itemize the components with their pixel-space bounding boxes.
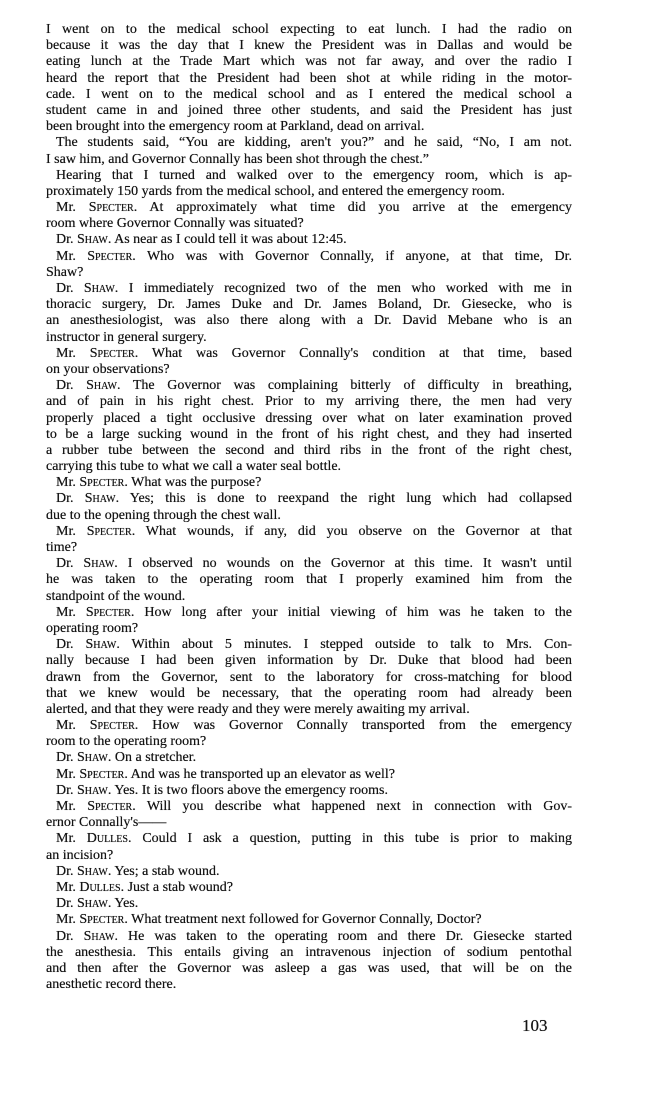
testimony-paragraph <box>46 783 572 799</box>
text-line <box>46 767 572 783</box>
line-text: ernor Connally's—— <box>46 815 167 831</box>
line-text: I went on to the medical school expecting to eat lunch. I had the radio on <box>46 22 572 37</box>
speaker-title: Dr. <box>56 378 74 394</box>
line-text: student came in and joined three other students, and said the President has just <box>46 102 572 118</box>
text-line <box>46 637 572 653</box>
speaker-name: Shaw. <box>83 556 118 572</box>
speaker-title: Mr. <box>56 523 76 539</box>
text-line <box>46 589 572 605</box>
text-line <box>46 621 572 637</box>
testimony-paragraph <box>46 524 572 556</box>
line-text: room where Governor Connally was situated? <box>46 216 304 232</box>
text-line <box>46 152 572 168</box>
line-text: Could I ask a question, putting in this tube is prior to making <box>142 831 573 847</box>
line-text: properly placed a tight occlusive dressing over what on later examination proved <box>46 410 572 426</box>
text-line <box>46 734 572 750</box>
text-line <box>46 168 572 184</box>
text-line <box>46 718 572 734</box>
text-line <box>46 54 572 70</box>
speaker-title: Dr. <box>56 863 74 879</box>
text-line <box>46 103 572 119</box>
speaker-title: Mr. <box>56 604 76 620</box>
text-line <box>46 427 572 443</box>
speaker-name: Shaw. <box>77 782 112 798</box>
speaker-name: Shaw. <box>85 637 120 653</box>
text-line <box>46 265 572 281</box>
speaker-name: Specter. <box>85 604 135 620</box>
text-line <box>46 313 572 329</box>
testimony-paragraph <box>46 232 572 248</box>
text-line <box>46 686 572 702</box>
testimony-paragraph <box>46 929 572 994</box>
text-line <box>46 119 572 135</box>
line-text: thoracic surgery, Dr. James Duke and Dr. James Boland, Dr. Giesecke, who is <box>46 297 572 313</box>
text-line <box>46 411 572 427</box>
text-line <box>46 848 572 864</box>
speaker-name: Specter. <box>87 799 136 814</box>
line-text: carrying this tube to what we call a water seal bottle. <box>46 459 342 475</box>
speaker-name: Dulles. <box>86 831 132 847</box>
speaker-name: Specter. <box>87 248 136 264</box>
line-text: on your observations? <box>46 361 170 377</box>
line-text: instructor in general surgery. <box>46 329 207 345</box>
text-line <box>46 87 572 103</box>
text-line <box>46 896 572 912</box>
text-line <box>46 831 572 847</box>
page-number: 103 <box>522 1016 548 1035</box>
testimony-paragraph <box>46 281 572 346</box>
text-line <box>46 443 572 459</box>
line-text: Hearing that I turned and walked over to the emergency room, which is ap- <box>56 167 572 183</box>
line-text: he was taken to the operating room that I properly examined him from the <box>46 572 572 588</box>
line-text: an anesthesiologist, was also there along with a Dr. David Mebane who is an <box>46 313 572 329</box>
text-line <box>46 135 572 151</box>
speaker-title: Dr. <box>56 928 74 944</box>
speaker-title: Dr. <box>56 556 74 572</box>
speaker-title: Mr. <box>56 718 76 734</box>
line-text: How was Governor Connally transported from the emergency <box>152 718 573 734</box>
text-line <box>46 605 572 621</box>
testimony-paragraph <box>46 491 572 523</box>
speaker-name: Shaw. <box>77 232 112 248</box>
testimony-paragraph <box>46 637 572 718</box>
line-text: nally because I had been given information by Dr. Duke that blood had been <box>46 653 572 669</box>
line-text: operating room? <box>46 620 139 636</box>
text-line <box>46 702 572 718</box>
text-line <box>46 362 572 378</box>
line-text: And was he transported up an elevator as well? <box>130 766 395 782</box>
speaker-name: Specter. <box>79 912 128 928</box>
testimony-paragraph <box>46 750 572 766</box>
speaker-name: Shaw. <box>84 491 120 507</box>
line-text: that we knew would be necessary, that the operating room had already been <box>46 685 572 701</box>
line-text: cade. I went on to the medical school and as I entered the medical school a <box>46 86 572 102</box>
testimony-paragraph <box>46 200 572 232</box>
line-text: I saw him, and Governor Connally has been shot through the chest.” <box>46 151 429 167</box>
line-text: been brought into the emergency room at Parkland, dead on arrival. <box>46 119 425 135</box>
narrative-paragraph <box>46 135 572 167</box>
line-text: eating lunch at the Trade Mart which was not far away, and over the radio I <box>46 54 572 70</box>
testimony-paragraph <box>46 896 572 912</box>
text-line <box>46 783 572 799</box>
testimony-paragraph <box>46 378 572 475</box>
line-text: Just a stab wound? <box>127 879 233 895</box>
text-line <box>46 38 572 54</box>
text-line <box>46 330 572 346</box>
testimony-paragraph <box>46 831 572 863</box>
speaker-title: Mr. <box>56 248 76 264</box>
speaker-name: Shaw. <box>86 378 121 394</box>
document-body <box>46 22 572 993</box>
testimony-paragraph <box>46 864 572 880</box>
line-text: Will you describe what happened next in connection with Gov- <box>146 799 572 814</box>
line-text: Yes; this is done to reexpand the right lung which had collapsed <box>129 491 573 507</box>
line-text: What treatment next followed for Governor Connally, Doctor? <box>131 912 482 928</box>
speaker-name: Specter. <box>86 523 136 539</box>
line-text: and of pain in his right chest. Prior to my arriving there, the men had very <box>46 394 572 410</box>
testimony-paragraph <box>46 880 572 896</box>
text-line <box>46 475 572 491</box>
testimony-paragraph <box>46 346 572 378</box>
line-text: The Governor was complaining bitterly of difficulty in breathing, <box>132 378 573 394</box>
line-text: time? <box>46 540 78 555</box>
line-text: standpoint of the wound. <box>46 588 186 604</box>
text-line <box>46 524 572 540</box>
line-text: a rubber tube between the second and third ribs in the front of the right chest, <box>46 442 572 458</box>
line-text: because it was the day that I knew the President was in Dallas and would be <box>46 38 572 54</box>
line-text: drawn from the Governor, sent to the laboratory for cross-matching for blood <box>46 669 572 685</box>
text-line <box>46 540 572 556</box>
text-line <box>46 912 572 928</box>
testimony-paragraph <box>46 799 572 831</box>
speaker-name: Specter. <box>79 475 128 491</box>
text-line <box>46 491 572 507</box>
line-text: heard the report that the President had been shot at while riding in the motor- <box>46 70 572 86</box>
text-line <box>46 653 572 669</box>
line-text: I observed no wounds on the Governor at this time. It wasn't until <box>127 556 573 572</box>
line-text: to be a large sucking wound in the front of his right chest, and they had inserted <box>46 426 572 442</box>
line-text: room to the operating room? <box>46 734 207 750</box>
line-text: What was the purpose? <box>131 475 262 491</box>
text-line <box>46 929 572 945</box>
text-line <box>46 346 572 362</box>
text-line <box>46 71 572 87</box>
line-text: Yes. It is two floors above the emergency rooms. <box>114 782 388 798</box>
speaker-title: Dr. <box>56 782 74 798</box>
speaker-name: Specter. <box>88 200 138 216</box>
line-text: alerted, and that they were ready and they were merely awaiting my arrival. <box>46 701 470 717</box>
line-text: Yes. <box>114 896 139 912</box>
testimony-paragraph <box>46 249 572 281</box>
text-line <box>46 281 572 297</box>
line-text: What was Governor Connally's condition at that time, based <box>151 345 573 361</box>
speaker-title: Dr. <box>56 637 74 653</box>
speaker-title: Dr. <box>56 232 74 248</box>
speaker-title: Mr. <box>56 799 76 814</box>
narrative-paragraph <box>46 22 572 135</box>
text-line <box>46 22 572 38</box>
line-text: On a stretcher. <box>114 750 197 766</box>
speaker-name: Specter. <box>89 345 139 361</box>
text-line <box>46 297 572 313</box>
speaker-title: Dr. <box>56 750 74 766</box>
speaker-title: Mr. <box>56 766 76 782</box>
text-line <box>46 572 572 588</box>
line-text: and then after the Governor was asleep a gas was used, that will be on the <box>46 960 572 976</box>
line-text: anesthetic record there. <box>46 977 177 993</box>
testimony-paragraph <box>46 556 572 605</box>
text-line <box>46 508 572 524</box>
testimony-paragraph <box>46 912 572 928</box>
speaker-name: Dulles. <box>79 879 125 895</box>
text-line <box>46 232 572 248</box>
line-text: the anesthesia. This entails giving an intravenous injection of sodium pentothal <box>46 944 572 960</box>
speaker-title: Mr. <box>56 345 76 361</box>
text-line <box>46 670 572 686</box>
line-text: At approximately what time did you arrive at the emergency <box>149 200 573 216</box>
speaker-title: Mr. <box>56 831 76 847</box>
speaker-name: Shaw. <box>83 928 118 944</box>
speaker-title: Dr. <box>56 281 74 296</box>
line-text: an incision? <box>46 847 114 863</box>
line-text: As near as I could tell it was about 12:45. <box>114 232 347 248</box>
speaker-title: Mr. <box>56 475 76 491</box>
text-line <box>46 556 572 572</box>
speaker-name: Shaw. <box>83 281 119 296</box>
speaker-title: Dr. <box>56 896 74 912</box>
line-text: I immediately recognized two of the men who worked with me in <box>128 281 573 296</box>
text-line <box>46 815 572 831</box>
text-line <box>46 799 572 815</box>
speaker-name: Specter. <box>79 766 128 782</box>
text-line <box>46 864 572 880</box>
text-line <box>46 184 572 200</box>
line-text: Shaw? <box>46 264 84 280</box>
text-line <box>46 200 572 216</box>
text-line <box>46 249 572 265</box>
speaker-title: Dr. <box>56 491 74 507</box>
text-line <box>46 977 572 993</box>
speaker-title: Mr. <box>56 879 76 895</box>
speaker-title: Mr. <box>56 200 76 216</box>
speaker-name: Shaw. <box>77 896 112 912</box>
testimony-paragraph <box>46 767 572 783</box>
speaker-title: Mr. <box>56 912 76 928</box>
speaker-name: Shaw. <box>77 863 112 879</box>
text-line <box>46 750 572 766</box>
text-line <box>46 394 572 410</box>
text-line <box>46 945 572 961</box>
line-text: due to the opening through the chest wall. <box>46 507 281 523</box>
line-text: Within about 5 minutes. I stepped outside to talk to Mrs. Con- <box>131 637 573 653</box>
narrative-paragraph <box>46 168 572 200</box>
testimony-paragraph <box>46 718 572 750</box>
speaker-name: Shaw. <box>77 750 112 766</box>
line-text: proximately 150 yards from the medical school, and entered the emergency room. <box>46 183 505 199</box>
line-text: What wounds, if any, did you observe on the Governor at that <box>145 523 573 539</box>
line-text: Who was with Governor Connally, if anyone, at that time, Dr. <box>146 248 573 264</box>
speaker-name: Specter. <box>89 718 139 734</box>
text-line <box>46 459 572 475</box>
line-text: He was taken to the operating room and there Dr. Giesecke started <box>128 928 572 944</box>
line-text: Yes; a stab wound. <box>114 863 220 879</box>
line-text: How long after your initial viewing of him was he taken to the <box>144 604 573 620</box>
text-line <box>46 216 572 232</box>
text-line <box>46 378 572 394</box>
testimony-paragraph <box>46 605 572 637</box>
text-line <box>46 961 572 977</box>
text-line <box>46 880 572 896</box>
testimony-paragraph <box>46 475 572 491</box>
line-text: The students said, “You are kidding, aren't you?” and he said, “No, I am not. <box>56 135 572 151</box>
